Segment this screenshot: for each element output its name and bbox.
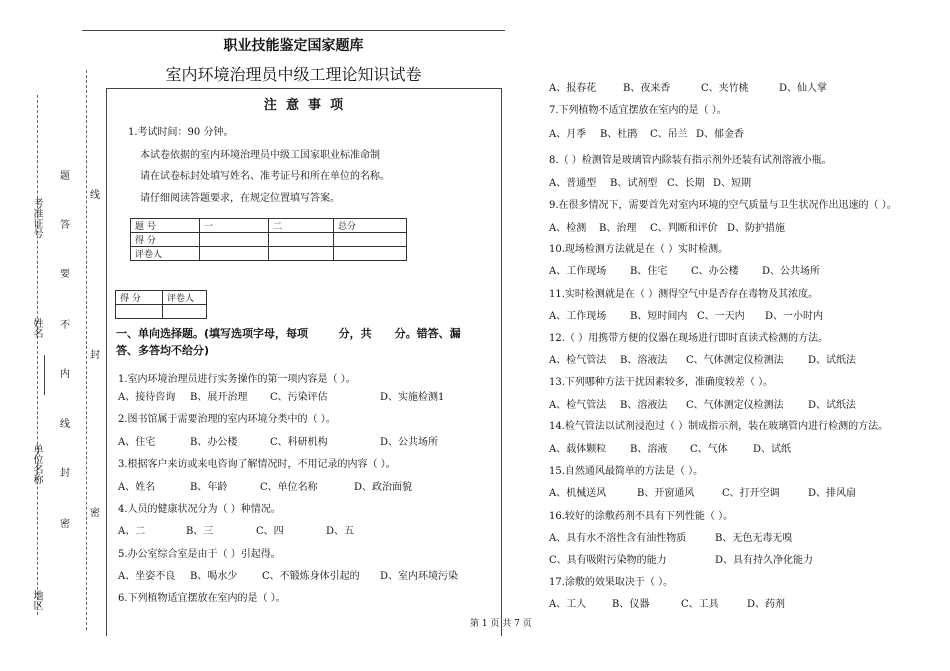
- section-heading: 一、单向选择题。(填写选项字母，每项 分，共 分。错答、漏答、多答均不给分): [116, 327, 461, 357]
- option[interactable]: B、溶液法: [620, 355, 668, 366]
- score-cell[interactable]: [269, 233, 334, 247]
- question-text: 15.自然通风最简单的方法是（ ）。: [549, 466, 704, 477]
- option[interactable]: A、工人: [549, 599, 587, 610]
- question-text: 12.（ ）用携带方便的仪器在现场进行即时直读式检测的方法。: [549, 333, 829, 344]
- field-label-unit: 单位名称: [31, 444, 42, 484]
- option[interactable]: D、试纸: [753, 444, 792, 455]
- score-cell[interactable]: [200, 233, 269, 247]
- option[interactable]: A、检测: [549, 223, 587, 234]
- option[interactable]: C、工具: [681, 599, 719, 610]
- option[interactable]: A、工作现场: [549, 311, 607, 322]
- question-text: 9.在很多情况下，需要首先对室内环境的空气质量与卫生状况作出迅速的（ ）。: [549, 200, 897, 211]
- score-header-cell: 题 号: [131, 219, 200, 233]
- option[interactable]: A、工作现场: [549, 266, 607, 277]
- seal-char: 内: [60, 369, 70, 380]
- header-title: 职业技能鉴定国家题库: [223, 38, 364, 54]
- seal-char: 封: [60, 468, 70, 479]
- question-text: 4.人员的健康状况分为（ ）种情况。: [118, 504, 281, 515]
- score-cell[interactable]: [269, 247, 334, 261]
- small-grader-label: 评卷人: [163, 291, 207, 305]
- panel-left-border: [106, 88, 107, 636]
- option[interactable]: C、单位名称: [260, 482, 318, 493]
- option[interactable]: C、打开空调: [722, 488, 780, 499]
- notice-item: 请仔细阅读答题要求，在规定位置填写答案。: [140, 193, 340, 204]
- header-rule: [106, 88, 501, 89]
- exam-title: 室内环境治理员中级工理论知识试卷: [165, 65, 422, 84]
- small-score-cell[interactable]: [116, 305, 163, 319]
- field-label-region: 地区: [31, 590, 42, 610]
- option[interactable]: B、办公楼: [190, 437, 238, 448]
- option[interactable]: B、溶液: [630, 444, 668, 455]
- question-text: 6.下列植物适宜摆放在室内的是（ ）。: [118, 593, 286, 604]
- score-table: [130, 218, 407, 261]
- option[interactable]: A、接待咨询: [118, 392, 176, 403]
- option[interactable]: C、气体测定仪检测法: [686, 355, 784, 366]
- option[interactable]: D、防护措施: [727, 223, 786, 234]
- option[interactable]: C、办公楼: [691, 266, 739, 277]
- option[interactable]: B、住宅: [630, 266, 668, 277]
- seal-dashed-line: [86, 70, 87, 630]
- option[interactable]: C、吊兰: [650, 129, 688, 140]
- option[interactable]: B、试剂型: [610, 178, 658, 189]
- option[interactable]: C、具有吸附污染物的能力: [549, 555, 667, 566]
- question-text: 11.实时检测就是在（ ）测得空气中是否存在毒物及其浓度。: [549, 289, 819, 300]
- panel-right-border: [501, 88, 502, 636]
- option[interactable]: B、年龄: [190, 482, 228, 493]
- question-text: 10.现场检测方法就是在（ ）实时检测。: [549, 244, 729, 255]
- option[interactable]: C、气体: [690, 444, 728, 455]
- option[interactable]: B、夜来香: [623, 83, 671, 94]
- question-text: 3.根据客户来访或来电咨询了解情况时，不用记录的内容（ ）。: [118, 459, 396, 470]
- option[interactable]: A、载体颗粒: [549, 444, 607, 455]
- question-text: 14.检气管法以试剂浸泡过（ ）制成指示剂，装在玻璃管内进行检测的方法。: [549, 421, 889, 432]
- question-text: 7.下列植物不适宜摆放在室内的是（ ）。: [549, 105, 727, 116]
- option[interactable]: A、普通型: [549, 178, 597, 189]
- question-text: 8.（ ）检测管是玻璃管内除装有指示剂外还装有试剂溶液小瓶。: [549, 155, 832, 166]
- option[interactable]: D、实施检测1: [380, 392, 445, 403]
- score-cell[interactable]: [334, 247, 407, 261]
- option[interactable]: B、短时间内: [630, 311, 688, 322]
- option[interactable]: C、四: [256, 526, 284, 537]
- seal-char: 线: [60, 419, 70, 430]
- question-text: 2.图书馆属于需要治理的室内环境分类中的（ ）。: [118, 414, 336, 425]
- option[interactable]: B、喝水少: [190, 571, 238, 582]
- option[interactable]: D、室内环境污染: [380, 571, 459, 582]
- score-cell[interactable]: [334, 233, 407, 247]
- option[interactable]: D、仙人掌: [779, 83, 828, 94]
- option[interactable]: B、仪器: [612, 599, 650, 610]
- option[interactable]: D、排风扇: [808, 488, 857, 499]
- option[interactable]: D、短期: [713, 178, 752, 189]
- option[interactable]: C、一天内: [697, 311, 745, 322]
- question-text: 5.办公室综合室是由于（ ）引起得。: [118, 549, 281, 560]
- option[interactable]: A、住宅: [118, 437, 156, 448]
- option[interactable]: A、检气管法: [549, 400, 607, 411]
- notice-item: 1.考试时间：90 分钟。: [128, 127, 234, 138]
- option[interactable]: A、机械送风: [549, 488, 607, 499]
- option[interactable]: A、检气管法: [549, 355, 607, 366]
- seal-char: 题: [60, 171, 70, 182]
- option[interactable]: C、不锻炼身体引起的: [262, 571, 360, 582]
- notice-item: 请在试卷标封处填写姓名、准考证号和所在单位的名称。: [140, 171, 390, 182]
- option[interactable]: C、气体测定仪检测法: [686, 400, 784, 411]
- seal-char: 要: [60, 269, 70, 280]
- option[interactable]: D、具有持久净化能力: [715, 555, 814, 566]
- option[interactable]: A、报春花: [549, 83, 597, 94]
- header-top-rule: [82, 30, 505, 31]
- score-header-cell: 二: [269, 219, 334, 233]
- option[interactable]: A、坐姿不良: [118, 571, 176, 582]
- cut-mark-line: 线: [90, 190, 100, 201]
- small-score-label: 得 分: [116, 291, 163, 305]
- score-header-cell: 一: [200, 219, 269, 233]
- option[interactable]: D、一小时内: [765, 311, 824, 322]
- option[interactable]: D、试纸法: [808, 355, 857, 366]
- option[interactable]: A、姓名: [118, 482, 156, 493]
- option[interactable]: B、溶液法: [620, 400, 668, 411]
- option[interactable]: C、长期: [667, 178, 705, 189]
- option[interactable]: A、具有水不溶性含有油性物质: [549, 533, 687, 544]
- field-label-name: 姓名: [31, 318, 42, 338]
- option[interactable]: B、治理: [599, 223, 637, 234]
- notice-title: 注 意 事 项: [263, 98, 344, 113]
- cut-mark-seal: 封: [90, 350, 100, 361]
- option[interactable]: D、试纸法: [808, 400, 857, 411]
- cut-mark-secret: 密: [90, 508, 100, 519]
- option[interactable]: C、污染评估: [270, 392, 328, 403]
- seal-char: 不: [60, 320, 70, 331]
- option[interactable]: C、科研机构: [270, 437, 328, 448]
- option[interactable]: B、杜鹃: [600, 129, 638, 140]
- score-row-label: 得 分: [131, 233, 200, 247]
- notice-item: 本试卷依据的室内环境治理员中级工国家职业标准命制: [140, 150, 380, 161]
- option[interactable]: C、夹竹桃: [701, 83, 749, 94]
- option[interactable]: D、公共场所: [762, 266, 821, 277]
- score-row-label: 评卷人: [131, 247, 200, 261]
- option[interactable]: A、月季: [549, 129, 587, 140]
- small-grader-cell[interactable]: [163, 305, 207, 319]
- score-header-cell: 总分: [334, 219, 407, 233]
- question-text: 13.下列哪种方法干扰因素较多，准确度较差（ ）。: [549, 377, 774, 388]
- field-label-exam-id: 考准证号: [31, 198, 42, 238]
- option[interactable]: B、开窗通风: [637, 488, 695, 499]
- page-number: 第 1 页 共 7 页: [470, 619, 532, 629]
- option[interactable]: B、三: [186, 526, 214, 537]
- option[interactable]: B、展开治理: [190, 392, 248, 403]
- option[interactable]: B、无色无毒无嗅: [715, 533, 793, 544]
- question-text: 17.涂敷的效果取决于（ ）。: [549, 577, 674, 588]
- question-text: 16.较好的涂敷药剂不具有下列性能（ ）。: [549, 511, 734, 522]
- question-text: 1.室内环境治理员进行实务操作的第一项内容是（ ）。: [118, 374, 356, 385]
- option[interactable]: D、公共场所: [380, 437, 439, 448]
- option[interactable]: D、药剂: [747, 599, 786, 610]
- option[interactable]: D、郁金香: [696, 129, 745, 140]
- small-score-box: [115, 290, 207, 319]
- seal-char: 密: [60, 519, 70, 530]
- score-cell[interactable]: [200, 247, 269, 261]
- option[interactable]: A、二: [118, 526, 146, 537]
- seal-char: 答: [60, 220, 70, 231]
- binding-dashed-line: [37, 95, 38, 615]
- option[interactable]: D、政治面貌: [354, 482, 413, 493]
- option[interactable]: D、五: [326, 526, 355, 537]
- name-underline: [44, 355, 45, 395]
- option[interactable]: C、判断和评价: [650, 223, 718, 234]
